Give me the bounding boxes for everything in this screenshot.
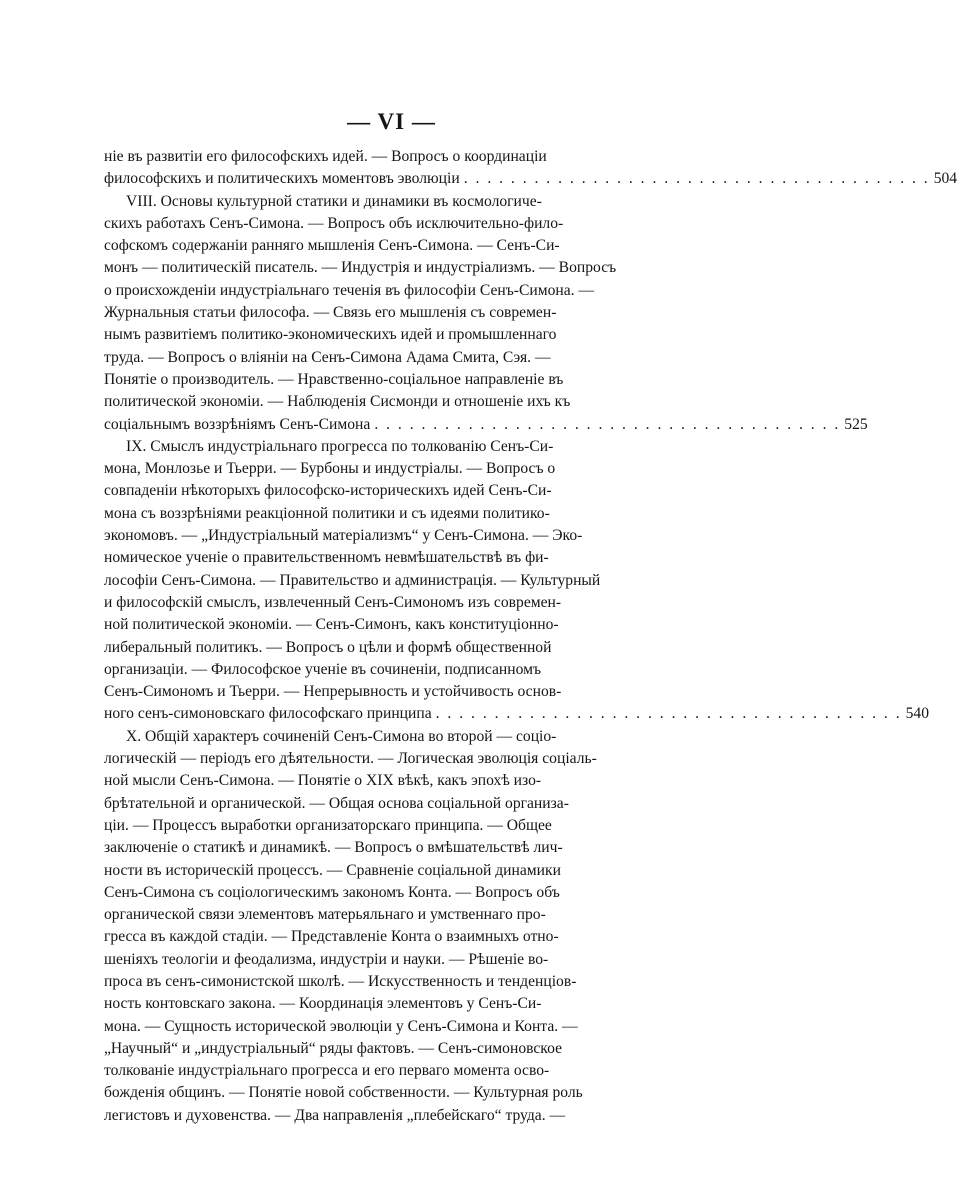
entry-line: экономовъ. — „Индустріальный матеріализмъ“ у Сенъ-Симона. — Эко- xyxy=(104,527,583,545)
entry-line: толкованіе индустріальнаго прогресса и его перваго момента осво- xyxy=(104,1062,550,1080)
entry-line: либеральный политикъ. — Вопросъ о цѣли и формѣ общественной xyxy=(104,638,552,656)
entry-line: монъ — политическій писатель. — Индустрія и индустріализмъ. — Вопросъ xyxy=(104,259,617,277)
entry-line: заключеніе о статикѣ и динамикѣ. — Вопросъ о вмѣшательствѣ лич- xyxy=(104,839,563,857)
entry-line: Сенъ-Симона съ соціологическимъ закономъ Конта. — Вопросъ объ xyxy=(104,883,560,901)
entry-line: совпаденіи нѣкоторыхъ философско-историческихъ идей Сенъ-Си- xyxy=(104,482,552,500)
entry-line: номическое ученіе о правительственномъ невмѣшательствѣ въ фи- xyxy=(104,549,549,567)
toc-entry-3 xyxy=(104,436,929,726)
entry-line: о происхожденіи индустріальнаго теченія въ философіи Сенъ-Симона. — xyxy=(104,281,595,299)
entry-line: мона съ воззрѣніями реакціонной политики и съ идеями политико- xyxy=(104,504,550,522)
entry-line: органической связи элементовъ матерьяльнаго и умственнаго про- xyxy=(104,906,546,924)
entry-line: философскихъ и политическихъ моментовъ эволюціи xyxy=(104,170,460,188)
entry-line: проса въ сенъ-симонистской школѣ. — Искусственность и тенденціов- xyxy=(104,972,577,990)
page-reference: 540 xyxy=(905,705,929,723)
toc-entry-1 xyxy=(104,146,957,191)
entry-line: ной мысли Сенъ-Симона. — Понятіе о XIX вѣкѣ, какъ эпохѣ изо- xyxy=(104,772,542,790)
entry-line: Сенъ-Симономъ и Тьерри. — Непрерывность и устойчивость основ- xyxy=(104,683,562,701)
entry-line: легистовъ и духовенства. — Два направленія „плебейскаго“ труда. — xyxy=(104,1106,566,1124)
entry-line: скихъ работахъ Сенъ-Симона. — Вопросъ объ исключительно-фило- xyxy=(104,214,564,232)
entry-line: ной политической экономіи. — Сенъ-Симонъ, какъ конституціонно- xyxy=(104,616,559,634)
entry-line: ціи. — Процессъ выработки организаторскаго принципа. — Общее xyxy=(104,816,552,834)
entry-line: логическій — періодъ его дѣятельности. — Логическая эволюція соціаль- xyxy=(104,750,597,768)
dot-leader: . . . . . . . . . . . . . . . . . . . . . . . . . . . . . . . . . . . . . . . . xyxy=(435,705,902,723)
entry-line: и философскій смыслъ, извлеченный Сенъ-Симономъ изъ современ- xyxy=(104,593,562,611)
toc-entry-4 xyxy=(104,726,679,1127)
page-number: — VI — xyxy=(347,109,436,134)
entry-line: гресса въ каждой стадіи. — Представленіе Конта о взаимныхъ отно- xyxy=(104,928,559,946)
entry-line: „Научный“ и „индустріальный“ ряды фактовъ. — Сенъ-симоновское xyxy=(104,1039,562,1057)
entry-line: ность контовскаго закона. — Координація элементовъ у Сенъ-Си- xyxy=(104,995,542,1013)
page-reference: 525 xyxy=(844,415,868,433)
entry-line: VIII. Основы культурной статики и динамики въ космологиче- xyxy=(126,192,542,210)
entry-line: политической экономіи. — Наблюденія Сисмонди и отношеніе ихъ къ xyxy=(104,393,571,411)
entry-line-with-page-ref xyxy=(104,414,868,436)
entry-line-with-page-ref xyxy=(104,168,957,190)
entry-line: Журнальныя статьи философа. — Связь его мышленія съ современ- xyxy=(104,304,557,322)
entry-line: брѣтательной и органической. — Общая основа соціальной организа- xyxy=(104,794,569,812)
entry-line: соціальнымъ воззрѣніямъ Сенъ-Симона xyxy=(104,415,371,433)
page-reference: 504 xyxy=(933,170,957,188)
dot-leader: . . . . . . . . . . . . . . . . . . . . . . . . . . . . . . . . . . . . . . . . xyxy=(463,170,930,188)
entry-line: лософіи Сенъ-Симона. — Правительство и администрація. — Культурный xyxy=(104,571,601,589)
entry-line: ности въ историческій процессъ. — Сравненіе соціальной динамики xyxy=(104,861,561,879)
entry-line: божденія общинъ. — Понятіе новой собственности. — Культурная роль xyxy=(104,1084,583,1102)
entry-line: X. Общій характеръ сочиненій Сенъ-Симона во второй — соціо- xyxy=(126,727,557,745)
dot-leader: . . . . . . . . . . . . . . . . . . . . . . . . . . . . . . . . . . . . . . . . xyxy=(374,415,841,433)
entry-line: шеніяхъ теологіи и феодализма, индустріи и науки. — Рѣшеніе во- xyxy=(104,950,549,968)
entry-line: организаціи. — Философское ученіе въ сочиненіи, подписанномъ xyxy=(104,660,542,678)
entry-line: ніе въ развитіи его философскихъ идей. — Вопросъ о координаціи xyxy=(104,148,547,165)
entry-line: софскомъ содержаніи ранняго мышленія Сенъ-Симона. — Сенъ-Си- xyxy=(104,237,560,255)
toc-page xyxy=(104,108,957,1127)
entry-line-with-page-ref xyxy=(104,703,929,725)
entry-line: IX. Смыслъ индустріальнаго прогресса по толкованію Сенъ-Си- xyxy=(126,437,554,455)
entry-line: ного сенъ-симоновскаго философскаго принципа xyxy=(104,705,432,723)
entry-line: Понятіе о производитель. — Нравственно-соціальное направленіе въ xyxy=(104,370,564,388)
entry-line: нымъ развитіемъ политико-экономическихъ идей и промышленнаго xyxy=(104,326,557,344)
toc-entry-2 xyxy=(104,191,868,436)
entry-line: труда. — Вопросъ о вліяніи на Сенъ-Симона Адама Смита, Сэя. — xyxy=(104,348,551,366)
entry-line: мона. — Сущность исторической эволюціи у Сенъ-Симона и Конта. — xyxy=(104,1017,578,1035)
entry-line: мона, Монлозье и Тьерри. — Бурбоны и индустріалы. — Вопросъ о xyxy=(104,460,556,478)
